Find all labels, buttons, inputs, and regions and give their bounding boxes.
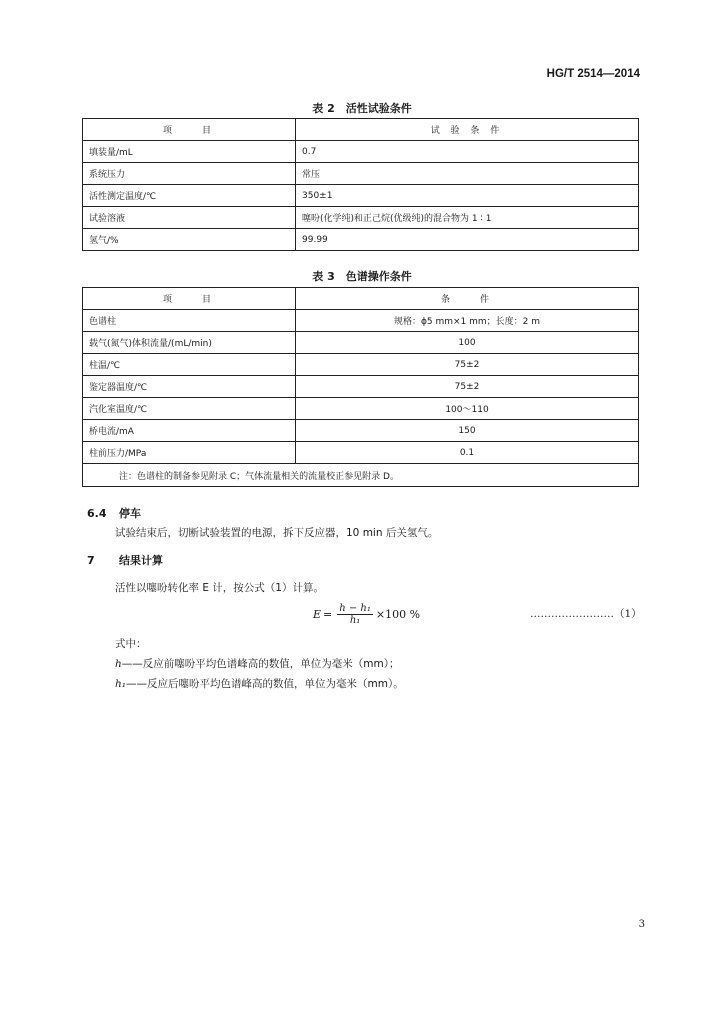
table-row [83, 376, 639, 398]
table-row [83, 207, 639, 229]
table-row [83, 332, 639, 354]
section-number: 6.4 [87, 507, 107, 520]
formula-tail: ×100 % [375, 607, 421, 621]
standard-code: HG/T 2514—2014 [546, 68, 640, 80]
variable-symbol: h [115, 658, 122, 670]
table2-cell-value: 噻吩(化学纯)和正己烷(优级纯)的混合物为 1 ∶ 1 [296, 207, 639, 229]
table-row [83, 398, 639, 420]
table2-cell-value: 0.7 [296, 141, 639, 163]
table2-cell-item: 填装量/mL [83, 141, 296, 163]
variable-definition [115, 656, 399, 671]
table-row [83, 310, 639, 332]
table2-cell-item: 活性测定温度/℃ [83, 185, 296, 207]
variable-description: ——反应后噻吩平均色谱峰高的数值，单位为毫米（mm）。 [125, 678, 404, 690]
table-row [83, 163, 639, 185]
section-title: 停车 [119, 507, 141, 520]
table2-cell-item: 试验溶液 [83, 207, 296, 229]
table3-header-item: 项 目 [83, 288, 296, 310]
formula-lhs: E [313, 607, 322, 621]
table-row [83, 141, 639, 163]
table3-cell-value: 75±2 [296, 376, 639, 398]
table3-cell-value: 150 [296, 420, 639, 442]
table2-cell-value: 常压 [296, 163, 639, 185]
table3-header-row [83, 288, 639, 310]
formula-number: ……………………（1） [530, 608, 642, 620]
table3-cell-item: 柱温/℃ [83, 354, 296, 376]
table3-cell-item: 载气(氮气)体积流量/(mL/min) [83, 332, 296, 354]
page-number: 3 [638, 919, 645, 930]
table3-note-row [83, 464, 639, 487]
table3-cell-value: 0.1 [296, 442, 639, 464]
formula-numerator: h − h₁ [339, 602, 371, 614]
table3-note: 注：色谱柱的制备参见附录 C；气体流量相关的流量校正参见附录 D。 [83, 464, 639, 487]
conversion-formula [313, 598, 420, 630]
table2-header-row [83, 119, 639, 141]
table2-cell-value: 350±1 [296, 185, 639, 207]
table3-cell-value: 100 [296, 332, 639, 354]
table-row [83, 185, 639, 207]
formula-fraction [337, 603, 373, 626]
table-row [83, 420, 639, 442]
table3-cell-value: 规格：ϕ5 mm×1 mm；长度：2 m [296, 310, 639, 332]
formula-denominator: h₁ [349, 614, 361, 626]
section-title: 结果计算 [119, 554, 163, 567]
section-number: 7 [87, 554, 95, 567]
table-row [83, 442, 639, 464]
table2-header-condition: 试 验 条 件 [296, 119, 639, 141]
table3-cell-item: 色谱柱 [83, 310, 296, 332]
section-6-4-text: 试验结束后，切断试验装置的电源，拆下反应器，10 min 后关氢气。 [115, 527, 439, 539]
table3-header-condition: 条 件 [296, 288, 639, 310]
table2-caption: 表 2 活性试验条件 [312, 102, 412, 115]
table2 [82, 118, 639, 251]
table3-cell-item: 桥电流/mA [83, 420, 296, 442]
table2-header-item: 项 目 [83, 119, 296, 141]
table2-cell-item: 系统压力 [83, 163, 296, 185]
table3-cell-item: 汽化室温度/℃ [83, 398, 296, 420]
where-label: 式中： [115, 638, 147, 650]
variable-description: ——反应前噻吩平均色谱峰高的数值，单位为毫米（mm）； [121, 658, 400, 670]
section-7-intro: 活性以噻吩转化率 E 计，按公式（1）计算。 [115, 582, 324, 594]
table3-cell-value: 100～110 [296, 398, 639, 420]
table3-cell-item: 柱前压力/MPa [83, 442, 296, 464]
table-row [83, 229, 639, 251]
table3-cell-item: 鉴定器温度/℃ [83, 376, 296, 398]
table2-cell-item: 氢气/% [83, 229, 296, 251]
variable-definition [115, 676, 404, 691]
variable-symbol: h₁ [115, 678, 126, 690]
table3 [82, 287, 639, 487]
table2-cell-value: 99.99 [296, 229, 639, 251]
table-row [83, 354, 639, 376]
table3-caption: 表 3 色谱操作条件 [312, 270, 412, 283]
formula-equals: = [323, 607, 333, 621]
table3-cell-value: 75±2 [296, 354, 639, 376]
section-heading-7 [87, 552, 163, 568]
section-heading-6-4 [87, 505, 141, 521]
